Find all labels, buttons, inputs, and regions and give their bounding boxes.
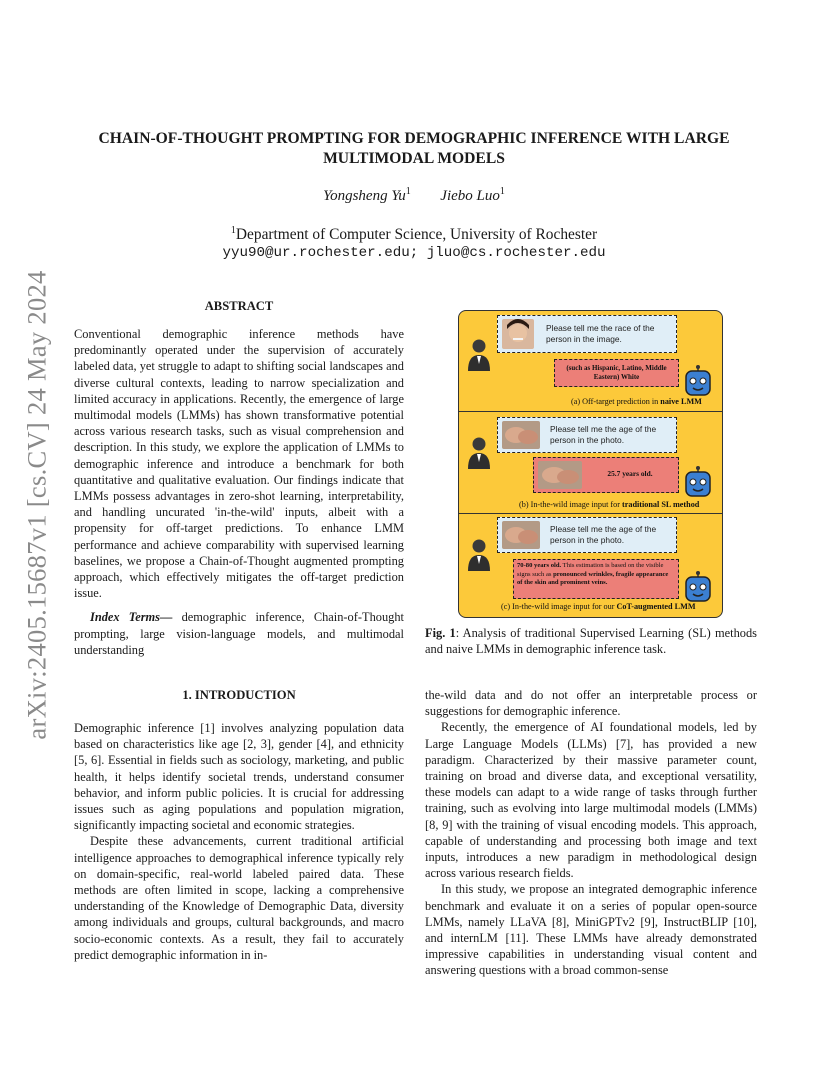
figure-1	[458, 310, 723, 618]
abstract-body: Conventional demographic inference methods have predominantly operated under the supervision of accurately labeled data, yet struggle to adapt to shifting social landscapes and diverse cultural contexts, leading to narrow specialization and limited accuracy in applications. Recently, the emergence of large multimodal models (LMMs) has shown transformative potential across various research tasks, such as visual comprehension and description. In this study, we explore the application of LMMs to demographic inference and introduce a benchmark for both quantitative and qualitative evaluation. Our findings indicate that LMMs possess advantages in zero-shot learning, interpretability, and handling uncurated 'in-the-wild' inputs, albeit with a propensity for off-target predictions. To enhance LMM performance and achieve comparability with supervised learning baselines, we propose a Chain-of-Thought augmented prompting approach, which effectively mitigates the off-target prediction issue. Index Terms— demographic inference, Chain-of-Thought prompting, large vision-language models, and multimodal understanding	[74, 327, 404, 657]
intro-right-column	[425, 687, 757, 979]
panel-c-caption: (c) In-the-wild image input for our CoT-augmented LMM	[501, 602, 696, 611]
section-heading-introduction: 1. INTRODUCTION	[182, 688, 296, 702]
user-avatar-icon	[467, 337, 491, 371]
hands-photo-image	[538, 461, 582, 489]
paragraph: In this study, we propose an integrated demographic inference benchmark and evaluate it on a series of popular open-source LMMs, namely LLaVA [8], MiniGPTv2 [9], InstructBLIP [10], and internLM [11]. These LMMs have already demonstrated impressive capabilities in understanding visual content and answering questions with a broad common-sense	[425, 882, 757, 978]
figure-1-caption: Fig. 1: Analysis of traditional Supervised Learning (SL) methods and naive LMMs in demographic inference task.	[425, 626, 757, 656]
question-bubble: Please tell me the race of the person in the image.	[497, 315, 677, 353]
paper-title: CHAIN-OF-THOUGHT PROMPTING FOR DEMOGRAPHIC INFERENCE WITH LARGE MULTIMODAL MODELS	[98, 130, 730, 167]
arxiv-identifier-stamp: arXiv:2405.15687v1 [cs.CV] 24 May 2024	[21, 270, 52, 740]
question-bubble: Please tell me the age of the person in the photo.	[497, 517, 677, 553]
affiliation: $^1$Department of Computer Science, University of Rochester	[230, 225, 598, 244]
panel-a-caption: (a) Off-target prediction in naive LMM	[571, 397, 702, 406]
face-photo-image	[502, 319, 534, 349]
question-bubble: Please tell me the age of the person in the photo.	[497, 417, 677, 453]
index-terms: Index Terms— demographic inference, Chain-of-Thought prompting, large vision-language models, and multimodal understanding	[74, 610, 404, 657]
author-name: Jiebo Luo	[440, 188, 500, 204]
panel-divider	[459, 513, 722, 514]
paragraph: Despite these advancements, current traditional artificial intelligence approaches to demographical inference typically rely on domain-specific, real-world labeled paired data. These methods are often limited in scope, lacking a comprehensive understanding of the Knowledge of Demographic Data, diversity among individuals and groups, cultural backgrounds, and macro socio-economic contexts. As a result, they fail to accurately predict demographic information in in-	[74, 834, 404, 962]
panel-b-caption: (b) In-the-wild image input for traditional SL method	[519, 500, 700, 509]
panel-divider	[459, 411, 722, 412]
robot-icon	[683, 571, 713, 603]
paragraph: Recently, the emergence of AI foundational models, led by Large Language Models (LLMs) [7], has provided a new paradigm. Characterized by their massive parameter count, training on broad and diverse data, and exceptional versatility, these models can adapt to a wide range of tasks through further training, such as evolving into large multimodal models (LMMs) [8, 9] with the training of visual encoding models. This approach, capable of understanding and processing both image and text inputs, introduces a new paradigm in methodological design across various research fields.	[425, 720, 757, 881]
answer-bubble: (such as Hispanic, Latino, Middle Eastern) White	[554, 359, 679, 387]
paragraph: the-wild data and do not offer an interpretable process or suggestions for demographic inference.	[425, 688, 757, 719]
hands-photo-image	[502, 421, 540, 449]
author-emails: yyu90@ur.rochester.edu; jluo@cs.rochester.edu	[222, 245, 606, 261]
robot-icon	[683, 365, 713, 397]
paragraph: Demographic inference [1] involves analyzing population data based on characteristics like age [2, 3], gender [4], and ethnicity [5, 6]. Essential in fields such as sociology, marketing, and public health, it helps identify societal trends, understand consumer behavior, and inform public policies. It is crucial for addressing issues such as aging populations and population migration, significantly impacting societal and economic strategies.	[74, 721, 404, 833]
robot-icon	[683, 466, 713, 498]
intro-left-column	[74, 720, 404, 963]
answer-bubble: 70-80 years old. This estimation is based on the visible signs such as pronounced wrinkles, fragile appearance of the skin and prominent veins.	[513, 559, 679, 599]
user-avatar-icon	[467, 537, 491, 571]
author-name: Yongsheng Yu	[323, 188, 406, 204]
abstract-heading: ABSTRACT	[204, 299, 274, 313]
answer-bubble: 25.7 years old.	[533, 457, 679, 493]
user-avatar-icon	[467, 435, 491, 469]
hands-photo-image	[502, 521, 540, 549]
author-list: Yongsheng Yu$^1$ Jiebo Luo$^1$	[323, 186, 505, 204]
